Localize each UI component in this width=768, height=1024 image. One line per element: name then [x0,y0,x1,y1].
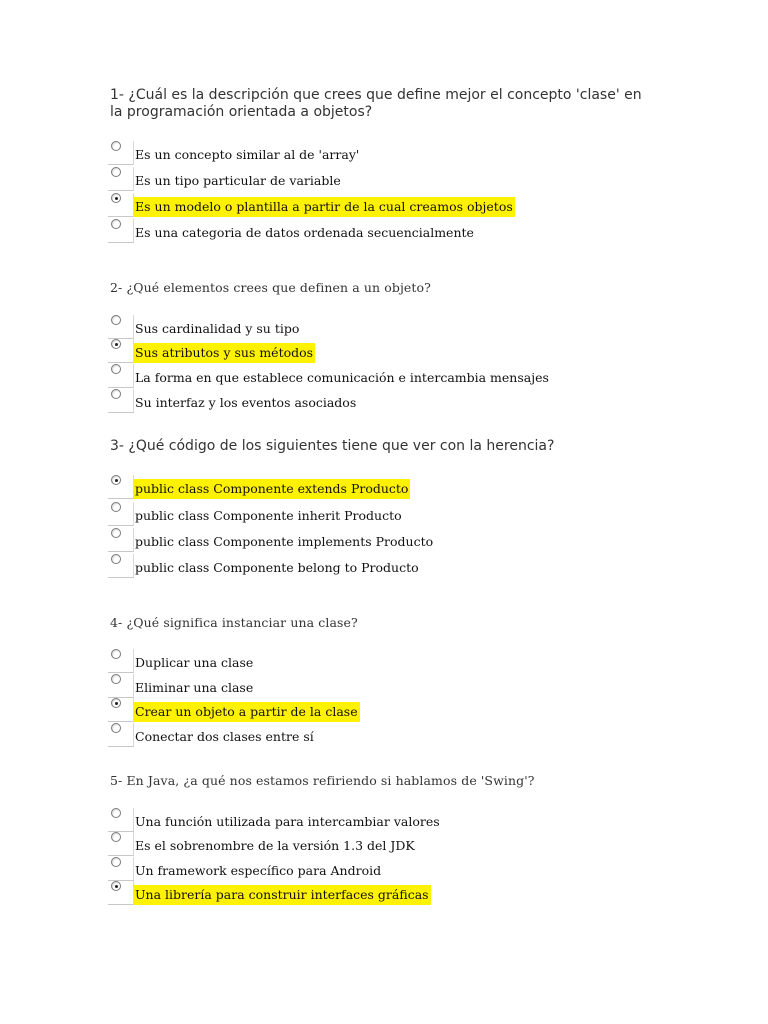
option-label-highlighted: Sus atributos y sus métodos [134,343,315,363]
option-label-highlighted: Es un modelo o plantilla a partir de la cual creamos objetos [134,197,515,217]
question-5-option-1[interactable] [108,808,442,832]
radio-button-selected[interactable] [111,698,121,708]
radio-button[interactable] [111,554,121,564]
radio-button[interactable] [111,389,121,399]
option-label-highlighted: Una librería para construir interfaces gráficas [134,885,431,905]
question-5-option-3[interactable] [108,857,383,881]
question-5-option-4[interactable] [108,881,431,905]
question-3-option-3[interactable] [108,528,435,552]
option-label: Conectar dos clases entre sí [135,729,314,744]
option-label-highlighted: public class Componente extends Producto [134,479,410,499]
radio-button[interactable] [111,219,121,229]
question-4-option-1[interactable] [108,649,255,673]
question-3-option-4[interactable] [108,554,421,578]
question-2-option-4[interactable] [108,389,358,413]
question-1-option-4[interactable] [108,219,476,243]
radio-button[interactable] [111,832,121,842]
question-1-option-3[interactable] [108,193,515,217]
question-3-option-2[interactable] [108,502,404,526]
option-label-highlighted: Crear un objeto a partir de la clase [134,702,360,722]
option-label: Es el sobrenombre de la versión 1.3 del JDK [135,838,415,853]
question-5-option-2[interactable] [108,832,417,856]
question-4-option-2[interactable] [108,674,255,698]
radio-button-selected[interactable] [111,193,121,203]
option-label: Sus cardinalidad y su tipo [135,321,300,336]
radio-button[interactable] [111,502,121,512]
radio-button[interactable] [111,167,121,177]
radio-button[interactable] [111,674,121,684]
option-label: Es un concepto similar al de 'array' [135,147,360,162]
question-2-option-3[interactable] [108,364,551,388]
option-label: Duplicar una clase [135,655,254,670]
radio-button[interactable] [111,723,121,733]
question-4-title: 4- ¿Qué significa instanciar una clase? [110,615,358,630]
option-label: Es una categoria de datos ordenada secuencialmente [135,225,474,240]
question-3-title: 3- ¿Qué código de los siguientes tiene que ver con la herencia? [110,438,555,454]
question-2-option-2[interactable] [108,339,315,363]
radio-button-selected[interactable] [111,881,121,891]
option-label: La forma en que establece comunicación e intercambia mensajes [135,370,549,385]
option-label: Eliminar una clase [135,680,254,695]
option-label: Es un tipo particular de variable [135,173,341,188]
question-3-option-1[interactable] [108,475,410,499]
question-1-title: 1- ¿Cuál es la descripción que crees que define mejor el concepto 'clase' en la programación orientada a objetos? [110,87,642,120]
option-label: Un framework específico para Android [135,863,382,878]
radio-button[interactable] [111,808,121,818]
radio-button[interactable] [111,857,121,867]
option-label: public class Componente inherit Producto [135,508,402,523]
radio-button-selected[interactable] [111,475,121,485]
question-5-title: 5- En Java, ¿a qué nos estamos refiriendo si hablamos de 'Swing'? [110,773,535,788]
question-2-title: 2- ¿Qué elementos crees que definen a un objeto? [110,280,431,295]
option-label: public class Componente implements Producto [135,534,434,549]
question-2-option-1[interactable] [108,315,301,339]
radio-button[interactable] [111,528,121,538]
option-label: public class Componente belong to Producto [135,560,419,575]
option-label: Su interfaz y los eventos asociados [135,395,357,410]
option-label: Una función utilizada para intercambiar valores [135,814,440,829]
radio-button[interactable] [111,649,121,659]
question-4-option-3[interactable] [108,698,360,722]
radio-button[interactable] [111,364,121,374]
question-1-option-1[interactable] [108,141,361,165]
question-1-option-2[interactable] [108,167,343,191]
radio-button[interactable] [111,141,121,151]
radio-button[interactable] [111,315,121,325]
radio-button-selected[interactable] [111,339,121,349]
question-4-option-4[interactable] [108,723,316,747]
